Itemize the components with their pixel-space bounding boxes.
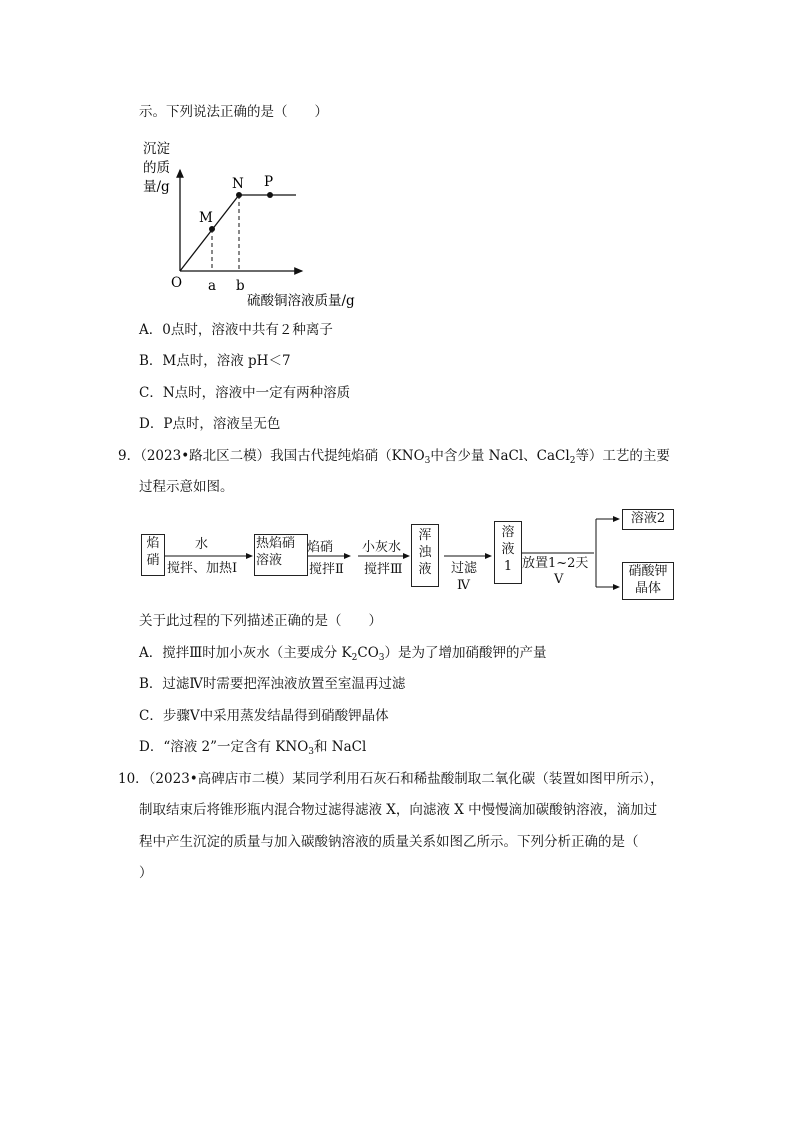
x-axis-label: 硫酸铜溶液质量/g <box>247 293 355 309</box>
arrow-5-bottom: Ⅴ <box>554 572 564 587</box>
q8-option-d: D．P点时，溶液呈无色 <box>139 416 281 432</box>
y-label-3: 量/g <box>143 179 170 195</box>
box-solution-2 <box>622 509 674 530</box>
box-text: 硝酸钾 <box>628 564 668 579</box>
y-label-2: 的质 <box>143 160 170 176</box>
arrow-1-bottom: 搅拌、加热Ⅰ <box>167 561 238 576</box>
q8-option-a: A．0点时，溶液中共有２种离子 <box>139 322 333 338</box>
box-text: 焰 <box>146 536 160 551</box>
box-turbid-liquid <box>411 524 439 587</box>
arrow-2-top: 焰硝 <box>307 540 334 555</box>
box-text: 溶 <box>501 525 515 540</box>
point-m-label: M <box>199 210 213 226</box>
question-10-line2: 制取结束后将锥形瓶内混合物过滤得滤液 X，向滤液 X 中慢慢滴加碳酸钠溶液，滴加过 <box>139 802 658 818</box>
box-text: 热焰硝 <box>256 536 296 551</box>
question-10-line1: 10．（2023•高碑店市二模）某同学利用石灰石和稀盐酸制取二氧化碳（装置如图甲所示）， <box>118 771 664 787</box>
q9-option-b: B．过滤Ⅳ时需要把浑浊液放置至室温再过滤 <box>139 676 406 692</box>
box-text: 晶体 <box>634 581 661 596</box>
question-9-stem: 9．（2023•路北区二模）我国古代提纯焰硝（$KNO_3$中含少量 NaCl、CaCl$_2$等）工艺的主要 <box>118 448 670 466</box>
origin-label: O <box>171 275 183 291</box>
point-p-label: P <box>264 174 274 190</box>
box-text: 浊 <box>418 545 432 560</box>
arrow-4-bottom-2: Ⅳ <box>457 578 470 593</box>
arrow-4-bottom-1: 过滤 <box>451 561 478 576</box>
box-text: 1 <box>503 559 513 574</box>
box-text: 液 <box>501 542 515 557</box>
question-number: 9． <box>118 448 141 464</box>
box-text: 浑 <box>418 528 432 543</box>
question-10-line4: ） <box>139 865 153 881</box>
q8-option-c: C．N点时，溶液中一定有两种溶质 <box>139 385 351 401</box>
q9-option-a: A．搅拌Ⅲ时加小灰水（主要成分 $K_2CO_3$）是为了增加硝酸钾的产量 <box>139 645 547 663</box>
arrow-5-top: 放置1~2天 <box>522 556 589 571</box>
arrow-3-bottom: 搅拌Ⅲ <box>364 562 403 577</box>
tick-b: b <box>236 278 245 294</box>
arrow-3-top: 小灰水 <box>362 540 402 555</box>
arrow-1-top: 水 <box>195 537 209 552</box>
point-n-label: N <box>232 176 244 192</box>
q9-option-c: C．步骤Ⅴ中采用蒸发结晶得到硝酸钾晶体 <box>139 708 389 724</box>
arrow-2-bottom: 搅拌Ⅱ <box>309 562 344 577</box>
q9-option-d: D．“溶液 2”一定含有 $KNO_3$和 NaCl <box>139 739 367 757</box>
tick-a: a <box>208 278 217 294</box>
question-9-prompt: 关于此过程的下列描述正确的是（ ） <box>139 613 382 629</box>
question-9-stem-line2: 过程示意如图。 <box>139 479 234 495</box>
box-solution-1 <box>494 521 522 584</box>
question-10-line3: 程中产生沉淀的质量与加入碳酸钠溶液的质量关系如图乙所示。下列分析正确的是（ <box>139 834 639 850</box>
box-text: 硝 <box>146 553 160 568</box>
box-text: 溶液 <box>256 553 283 568</box>
box-text: 液 <box>418 562 432 577</box>
box-kno3-crystal <box>622 562 674 600</box>
box-text: 溶液2 <box>630 511 666 526</box>
question-source: （2023•路北区二模） <box>140 448 271 464</box>
box-hot-solution <box>254 534 308 576</box>
q8-option-b: B．M点时，溶液 pH＜7 <box>139 353 291 369</box>
question-8-stem: 示。下列说法正确的是（ ） <box>139 104 328 120</box>
y-label-1: 沉淀 <box>143 141 170 157</box>
box-raw-saltpeter <box>141 534 165 576</box>
